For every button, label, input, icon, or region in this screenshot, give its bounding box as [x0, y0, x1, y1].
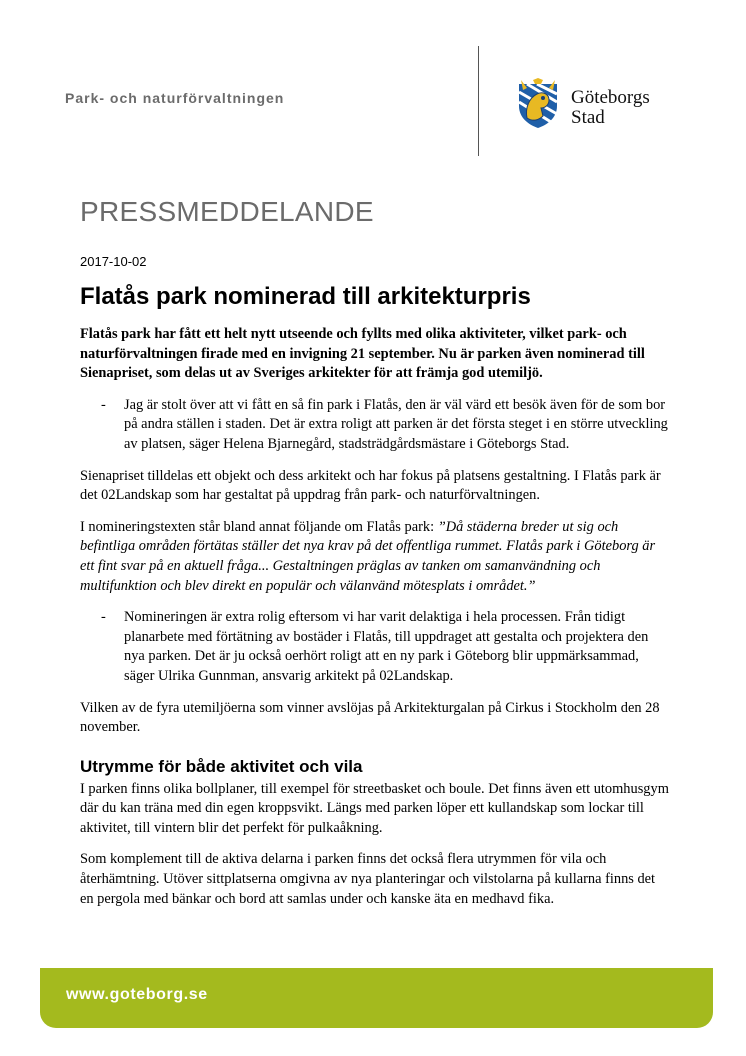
- paragraph-sienapriset: Sienapriset tilldelas ett objekt och dess arkitekt och har fokus på platsens gestaltning. I Flatås park är det 02Landskap som har gestaltat på uppdrag från park- och naturförvaltningen.: [80, 467, 661, 504]
- paragraph-arkitekturgalan: Vilken av de fyra utemiljöerna som vinner avslöjas på Arkitekturgalan på Cirkus i Stockholm den 28 november.: [80, 699, 660, 736]
- quote-text: Nomineringen är extra rolig eftersom vi har varit delaktiga i hela processen. Från tidigt planarbete med förtätning av bostäder i Flatås, till uppdraget att gestalta och projektera den nya parken. Det är ju också oerhört roligt att en ny park i Göteborg blir uppmärksammad, säger Ulrika Gunnman, ansvarig arkitekt på 02Landskap.: [124, 609, 649, 684]
- paragraph-activities: I parken finns olika bollplaner, till exempel för streetbasket och boule. Det finns även ett utomhusgym där du kan träna med din egen kroppsvikt. Längs med parken löper ett kullandskap som lockar till aktivitet, till vintern blir det perfekt för pulkaåkning.: [80, 780, 669, 836]
- logo-text-line2: Stad: [571, 107, 605, 128]
- article-body: [80, 325, 670, 921]
- goteborgs-stad-logo[interactable]: [513, 78, 683, 130]
- quote-text: Jag är stolt över att vi fått en så fin park i Flatås, den är väl värd ett besök även för de som bor på andra ställen i staden. Det är extra roligt att parken är det första steget i en större utveckling av platsen, säger Helena Bjarnegård, stadsträdgårdsmästare i Göteborgs Stad.: [124, 396, 668, 452]
- footer-url-link[interactable]: www.goteborg.se: [66, 986, 208, 1003]
- gothenburg-lion-crest-icon: [513, 78, 563, 130]
- quote-dash: -: [101, 396, 106, 413]
- department-name: Park- och naturförvaltningen: [65, 90, 285, 106]
- quote-dash: -: [101, 609, 106, 626]
- quote-gunnman: [80, 608, 670, 686]
- logo-text-line1: Göteborgs: [571, 87, 650, 108]
- header-divider: [478, 46, 479, 156]
- nomination-intro: I nomineringstexten står bland annat följande om Flatås park:: [80, 518, 438, 535]
- document-type-label: PRESSMEDDELANDE: [80, 196, 374, 227]
- paragraph-nomination-text: [80, 518, 670, 596]
- release-date: 2017-10-02: [80, 254, 147, 269]
- lead-paragraph: Flatås park har fått ett helt nytt utseende och fyllts med olika aktiviteter, vilket park- och naturförvaltningen firade med en invigning 21 september. Nu är parken även nominerad till Sienapriset, som delas ut av Sveriges arkitekter för att främja god utemiljö.: [80, 326, 645, 382]
- nomination-quote: ”Då städerna breder ut sig och befintliga områden förtätas ställer det nya krav på det offentliga rummet. Flatås park i Göteborg är ett fint svar på en aktuell fråga... Gestaltningen präglas av tanken om samanvändning och multifunktion och blev direkt en populär och välanvänd mötesplats i området.”: [80, 518, 656, 594]
- paragraph-rest: Som komplement till de aktiva delarna i parken finns det också flera utrymmen för vila och återhämtning. Utöver sittplatserna omgivna av nya planteringar och vilstolarna på kullarna finns det en pergola med bänkar och bord att samlas under och kanske äta en medhavd fika.: [80, 851, 656, 907]
- quote-bjarnegard: [80, 396, 670, 455]
- footer-bar: [40, 968, 713, 1028]
- headline: Flatås park nominerad till arkitekturpris: [80, 283, 531, 310]
- subheading: Utrymme för både aktivitet och vila: [80, 756, 363, 776]
